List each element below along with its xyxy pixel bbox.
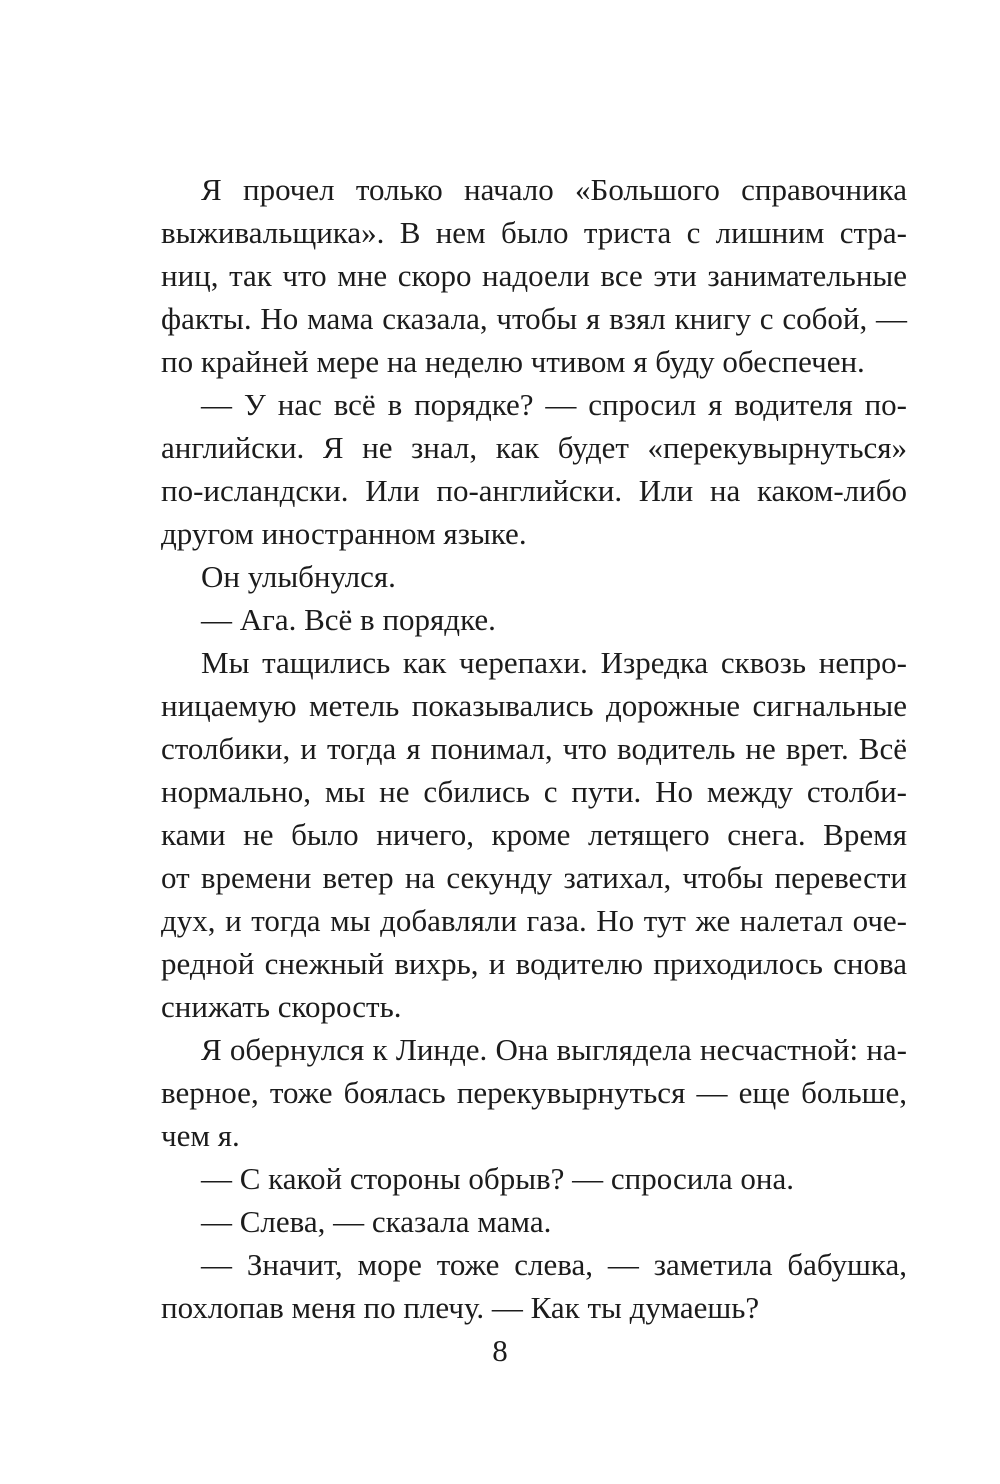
text-line: от времени ветер на секунду затихал, чтобы перевести: [161, 860, 907, 895]
text-line: другом иностранном языке.: [161, 516, 527, 551]
text-line: редной снежный вихрь, и водителю приходилось снова: [161, 946, 907, 981]
text-line: Я обернулся к Линде. Она выглядела несчастной: на-: [201, 1032, 907, 1067]
text-line: — Ага. Всё в порядке.: [201, 602, 496, 637]
text-line: по крайней мере на неделю чтивом я буду обеспечен.: [161, 344, 865, 379]
text-line: верное, тоже боялась перекувырнуться — еще больше,: [161, 1075, 907, 1110]
text-line: — Значит, море тоже слева, — заметила бабушка,: [201, 1247, 907, 1282]
text-line: — У нас всё в порядке? — спросил я водителя по-: [201, 387, 907, 422]
text-line: ниц, так что мне скоро надоели все эти занимательные: [161, 258, 907, 293]
text-line: по-исландски. Или по-английски. Или на каком-либо: [161, 473, 907, 508]
text-line: — Слева, — сказала мама.: [201, 1204, 552, 1239]
text-line: столбики, и тогда я понимал, что водитель не врет. Всё: [161, 731, 907, 766]
text-line: выживальщика». В нем было триста с лишним стра-: [161, 215, 907, 250]
text-line: снижать скорость.: [161, 989, 402, 1024]
text-line: ницаемую метель показывались дорожные сигнальные: [161, 688, 907, 723]
text-line: Я прочел только начало «Большого справочника: [201, 172, 907, 207]
text-line: английски. Я не знал, как будет «перекувырнуться»: [161, 430, 907, 465]
text-line: Мы тащились как черепахи. Изредка сквозь непро-: [201, 645, 907, 680]
text-line: нормально, мы не сбились с пути. Но между столби-: [161, 774, 907, 809]
text-line: дух, и тогда мы добавляли газа. Но тут же налетал оче-: [161, 903, 907, 938]
text-line: ками не было ничего, кроме летящего снега. Время: [161, 817, 907, 852]
page-number: 8: [492, 1333, 508, 1368]
text-line: чем я.: [161, 1118, 240, 1153]
text-line: Он улыбнулся.: [201, 559, 396, 594]
text-line: — С какой стороны обрыв? — спросила она.: [201, 1161, 794, 1196]
text-line: похлопав меня по плечу. — Как ты думаешь?: [161, 1290, 760, 1325]
text-line: факты. Но мама сказала, чтобы я взял книгу с собой, —: [161, 301, 907, 336]
